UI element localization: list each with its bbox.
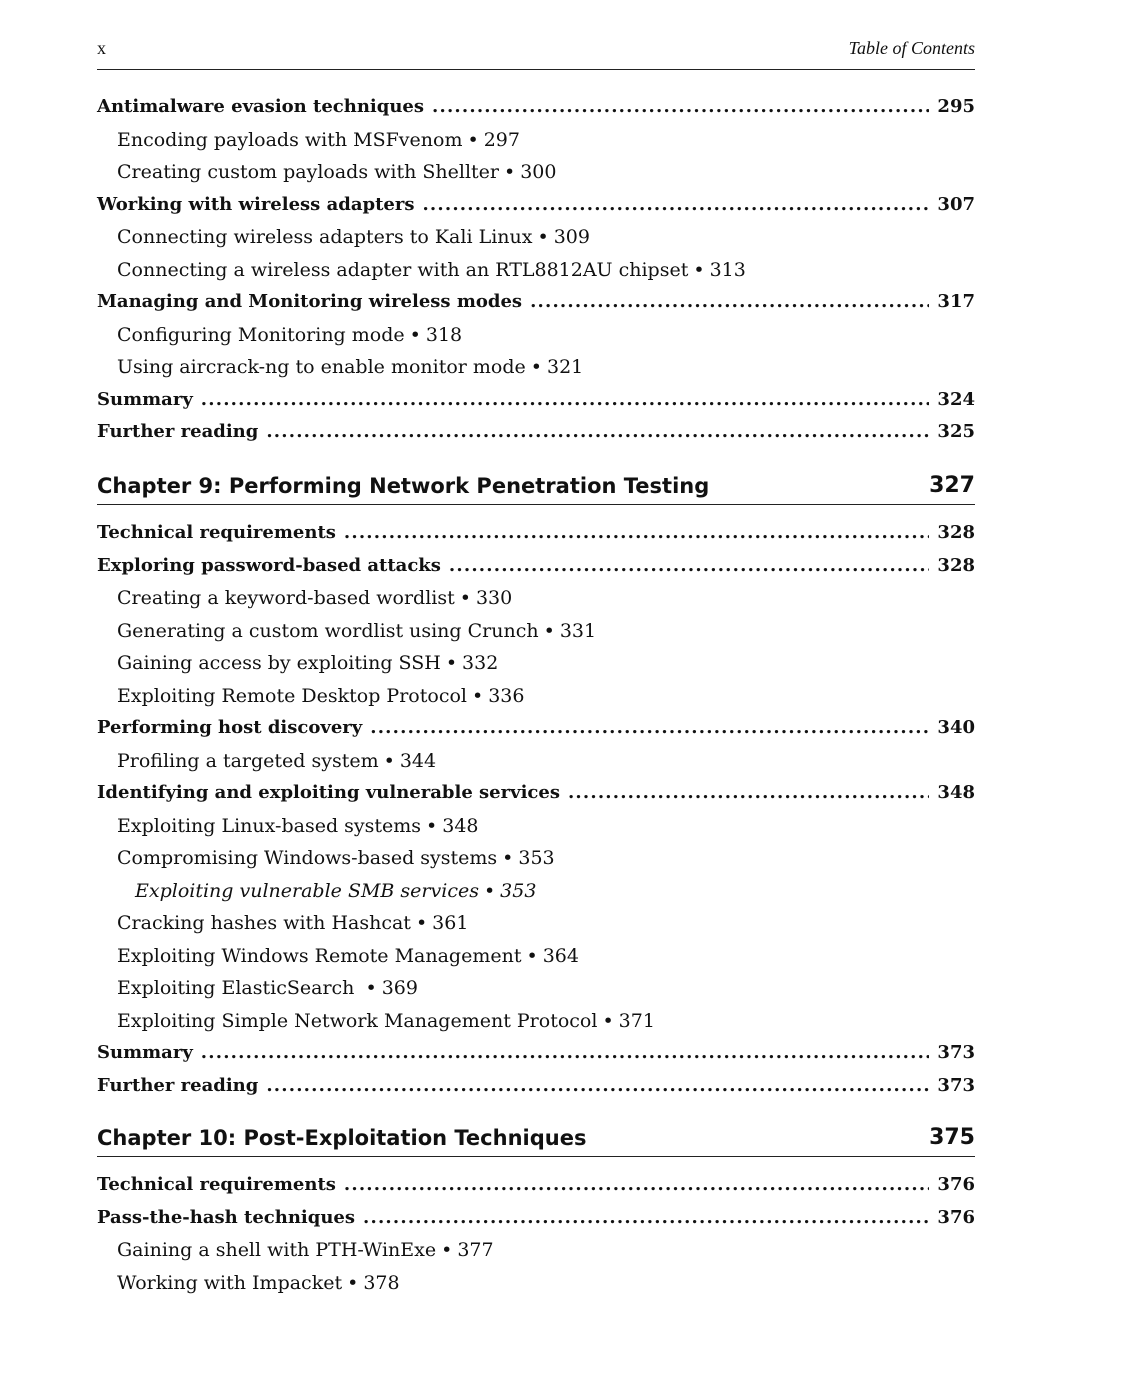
bullet-separator: • bbox=[441, 1239, 453, 1261]
entry-label: Managing and Monitoring wireless modes bbox=[97, 291, 523, 312]
toc-subsection-entry[interactable] bbox=[97, 583, 995, 613]
toc-subsection-entry[interactable] bbox=[97, 222, 995, 252]
bullet-separator: • bbox=[483, 879, 496, 902]
entry-label: Antimalware evasion techniques bbox=[97, 96, 425, 117]
entry-page-number: 369 bbox=[381, 977, 418, 999]
bullet-separator: • bbox=[383, 749, 395, 772]
dot-leader bbox=[266, 417, 929, 447]
chapter-page-number: 327 bbox=[929, 473, 975, 498]
toc-subsection-entry[interactable] bbox=[97, 616, 995, 646]
running-title: Table of Contents bbox=[848, 38, 975, 58]
toc-subsection-entry[interactable] bbox=[97, 648, 995, 678]
toc-subsection-entry[interactable] bbox=[97, 681, 995, 711]
entry-label: Technical requirements bbox=[97, 1174, 336, 1195]
entry-label: Exploiting vulnerable SMB services bbox=[135, 879, 479, 902]
toc-subsection-entry[interactable] bbox=[97, 1006, 995, 1036]
entry-page-number: 348 bbox=[937, 782, 975, 803]
dot-leader bbox=[363, 1203, 929, 1233]
toc-section-entry[interactable] bbox=[97, 92, 975, 122]
entry-label: Further reading bbox=[97, 421, 259, 442]
toc-subsection-entry[interactable] bbox=[97, 908, 995, 938]
entry-page-number: 324 bbox=[937, 388, 975, 410]
entry-label: Summary bbox=[97, 388, 193, 410]
dot-leader bbox=[422, 190, 929, 220]
toc-subsection-entry[interactable] bbox=[97, 320, 995, 350]
entry-label: Using aircrack-ng to enable monitor mode bbox=[117, 356, 526, 378]
bullet-separator: • bbox=[409, 323, 421, 346]
entry-page-number: 353 bbox=[518, 847, 555, 869]
toc-section-entry[interactable] bbox=[97, 1170, 975, 1200]
dot-leader bbox=[370, 713, 929, 743]
running-header bbox=[97, 38, 975, 70]
entry-label: Encoding payloads with MSFvenom bbox=[117, 128, 463, 151]
entry-page-number: 378 bbox=[363, 1271, 400, 1294]
entry-label: Configuring Monitoring mode bbox=[117, 323, 405, 346]
entry-page-number: 318 bbox=[425, 323, 463, 346]
bullet-separator: • bbox=[502, 847, 514, 869]
bullet-separator: • bbox=[530, 356, 542, 378]
bullet-separator: • bbox=[526, 944, 538, 967]
dot-leader bbox=[266, 1071, 929, 1101]
page-number: x bbox=[97, 38, 106, 58]
entry-page-number: 340 bbox=[937, 717, 975, 738]
bullet-separator: • bbox=[693, 258, 705, 281]
dot-leader bbox=[201, 1038, 930, 1068]
bullet-separator: • bbox=[471, 684, 484, 707]
entry-page-number: 300 bbox=[520, 161, 557, 183]
bullet-separator: • bbox=[445, 652, 458, 674]
entry-page-number: 307 bbox=[937, 193, 975, 215]
toc-section-entry[interactable] bbox=[97, 1038, 975, 1068]
entry-page-number: 332 bbox=[462, 652, 499, 674]
bullet-separator: • bbox=[415, 912, 428, 934]
toc-subsection-entry[interactable] bbox=[97, 843, 995, 873]
dot-leader bbox=[344, 518, 930, 548]
entry-label: Exploiting Simple Network Management Protocol bbox=[117, 1009, 598, 1032]
entry-label: Gaining access by exploiting SSH bbox=[117, 652, 441, 674]
entry-page-number: 297 bbox=[483, 128, 520, 151]
entry-label: Creating custom payloads with Shellter bbox=[117, 161, 499, 183]
entry-page-number: 348 bbox=[442, 814, 479, 837]
bullet-separator: • bbox=[537, 226, 549, 248]
toc-section-entry[interactable] bbox=[97, 713, 975, 743]
entry-page-number: 309 bbox=[553, 226, 590, 248]
chapter-heading-9[interactable] bbox=[97, 468, 975, 505]
entry-label: Pass-the-hash techniques bbox=[97, 1206, 356, 1228]
entry-page-number: 328 bbox=[937, 522, 975, 543]
toc-section-entry[interactable] bbox=[97, 190, 975, 220]
chapter-page-number: 375 bbox=[929, 1125, 975, 1150]
toc-section-entry[interactable] bbox=[97, 518, 975, 548]
entry-page-number: 313 bbox=[709, 258, 746, 281]
dot-leader bbox=[432, 92, 929, 122]
toc-subsection-entry[interactable] bbox=[97, 941, 995, 971]
toc-subsection-entry[interactable] bbox=[97, 125, 995, 155]
entry-label: Technical requirements bbox=[97, 522, 336, 543]
toc-subsection-entry[interactable] bbox=[97, 746, 995, 776]
entry-page-number: 376 bbox=[937, 1206, 975, 1228]
entry-label: Gaining a shell with PTH-WinExe bbox=[117, 1239, 437, 1261]
entry-page-number: 325 bbox=[937, 421, 975, 442]
entry-label: Further reading bbox=[97, 1074, 259, 1096]
toc-subsection-entry[interactable] bbox=[97, 1235, 995, 1265]
toc-subsubsection-entry[interactable] bbox=[97, 876, 1013, 906]
dot-leader bbox=[568, 778, 929, 808]
entry-page-number: 344 bbox=[399, 749, 437, 772]
bullet-separator: • bbox=[467, 128, 479, 151]
entry-page-number: 373 bbox=[937, 1042, 975, 1063]
entry-label: Compromising Windows-based systems bbox=[117, 847, 498, 869]
entry-page-number: 328 bbox=[937, 554, 975, 576]
entry-page-number: 377 bbox=[457, 1239, 494, 1261]
chapter-heading-10[interactable] bbox=[97, 1120, 975, 1157]
entry-page-number: 364 bbox=[542, 944, 579, 967]
entry-label: Connecting wireless adapters to Kali Linux bbox=[117, 226, 533, 248]
entry-label: Exploiting Remote Desktop Protocol bbox=[117, 684, 467, 707]
toc-subsection-entry[interactable] bbox=[97, 157, 995, 187]
entry-page-number: 317 bbox=[937, 291, 975, 312]
bullet-separator: • bbox=[543, 619, 555, 642]
toc-subsection-entry[interactable] bbox=[97, 255, 995, 285]
bullet-separator: • bbox=[365, 977, 377, 999]
entry-page-number: 376 bbox=[937, 1174, 975, 1195]
toc-section-entry[interactable] bbox=[97, 1071, 975, 1101]
entry-page-number: 295 bbox=[937, 96, 975, 117]
entry-page-number: 331 bbox=[559, 619, 597, 642]
toc-section-entry[interactable] bbox=[97, 385, 975, 415]
chapter-title: Chapter 10: Post-Exploitation Techniques bbox=[97, 1126, 587, 1150]
entry-label: Generating a custom wordlist using Crunch bbox=[117, 619, 539, 642]
entry-label: Performing host discovery bbox=[97, 717, 363, 738]
toc-section-entry[interactable] bbox=[97, 287, 975, 317]
dot-leader bbox=[201, 385, 930, 415]
bullet-separator: • bbox=[347, 1271, 359, 1294]
bullet-separator: • bbox=[504, 161, 516, 183]
toc-subsection-entry[interactable] bbox=[97, 1268, 995, 1298]
entry-page-number: 336 bbox=[488, 684, 525, 707]
toc-section-entry[interactable] bbox=[97, 417, 975, 447]
entry-label: Identifying and exploiting vulnerable services bbox=[97, 782, 560, 803]
bullet-separator: • bbox=[459, 587, 471, 609]
dot-leader bbox=[530, 287, 929, 317]
entry-page-number: 361 bbox=[432, 912, 469, 934]
entry-label: Profiling a targeted system bbox=[117, 749, 379, 772]
entry-label: Exploiting Windows Remote Management bbox=[117, 944, 522, 967]
toc-section-entry[interactable] bbox=[97, 1203, 975, 1233]
toc-subsection-entry[interactable] bbox=[97, 811, 995, 841]
entry-page-number: 373 bbox=[937, 1074, 975, 1096]
toc-subsection-entry[interactable] bbox=[97, 973, 995, 1003]
entry-label: Exploiting ElasticSearch bbox=[117, 977, 361, 999]
dot-leader bbox=[449, 551, 930, 581]
entry-page-number: 371 bbox=[618, 1009, 655, 1032]
entry-label: Cracking hashes with Hashcat bbox=[117, 912, 411, 934]
entry-label: Summary bbox=[97, 1042, 193, 1063]
dot-leader bbox=[344, 1170, 930, 1200]
entry-label: Exploring password-based attacks bbox=[97, 554, 441, 576]
toc-section-entry[interactable] bbox=[97, 551, 975, 581]
entry-label: Exploiting Linux-based systems bbox=[117, 814, 422, 837]
entry-label: Working with Impacket bbox=[117, 1271, 343, 1294]
entry-label: Working with wireless adapters bbox=[97, 193, 415, 215]
toc-section-entry[interactable] bbox=[97, 778, 975, 808]
entry-page-number: 330 bbox=[475, 587, 513, 609]
chapter-title: Chapter 9: Performing Network Penetration Testing bbox=[97, 474, 710, 498]
entry-page-number: 321 bbox=[547, 356, 584, 378]
bullet-separator: • bbox=[602, 1009, 614, 1032]
entry-label: Creating a keyword-based wordlist bbox=[117, 587, 455, 609]
entry-label: Connecting a wireless adapter with an RTL8812AU chipset bbox=[117, 258, 689, 281]
bullet-separator: • bbox=[426, 814, 438, 837]
entry-page-number: 353 bbox=[500, 879, 537, 902]
toc-subsection-entry[interactable] bbox=[97, 352, 995, 382]
